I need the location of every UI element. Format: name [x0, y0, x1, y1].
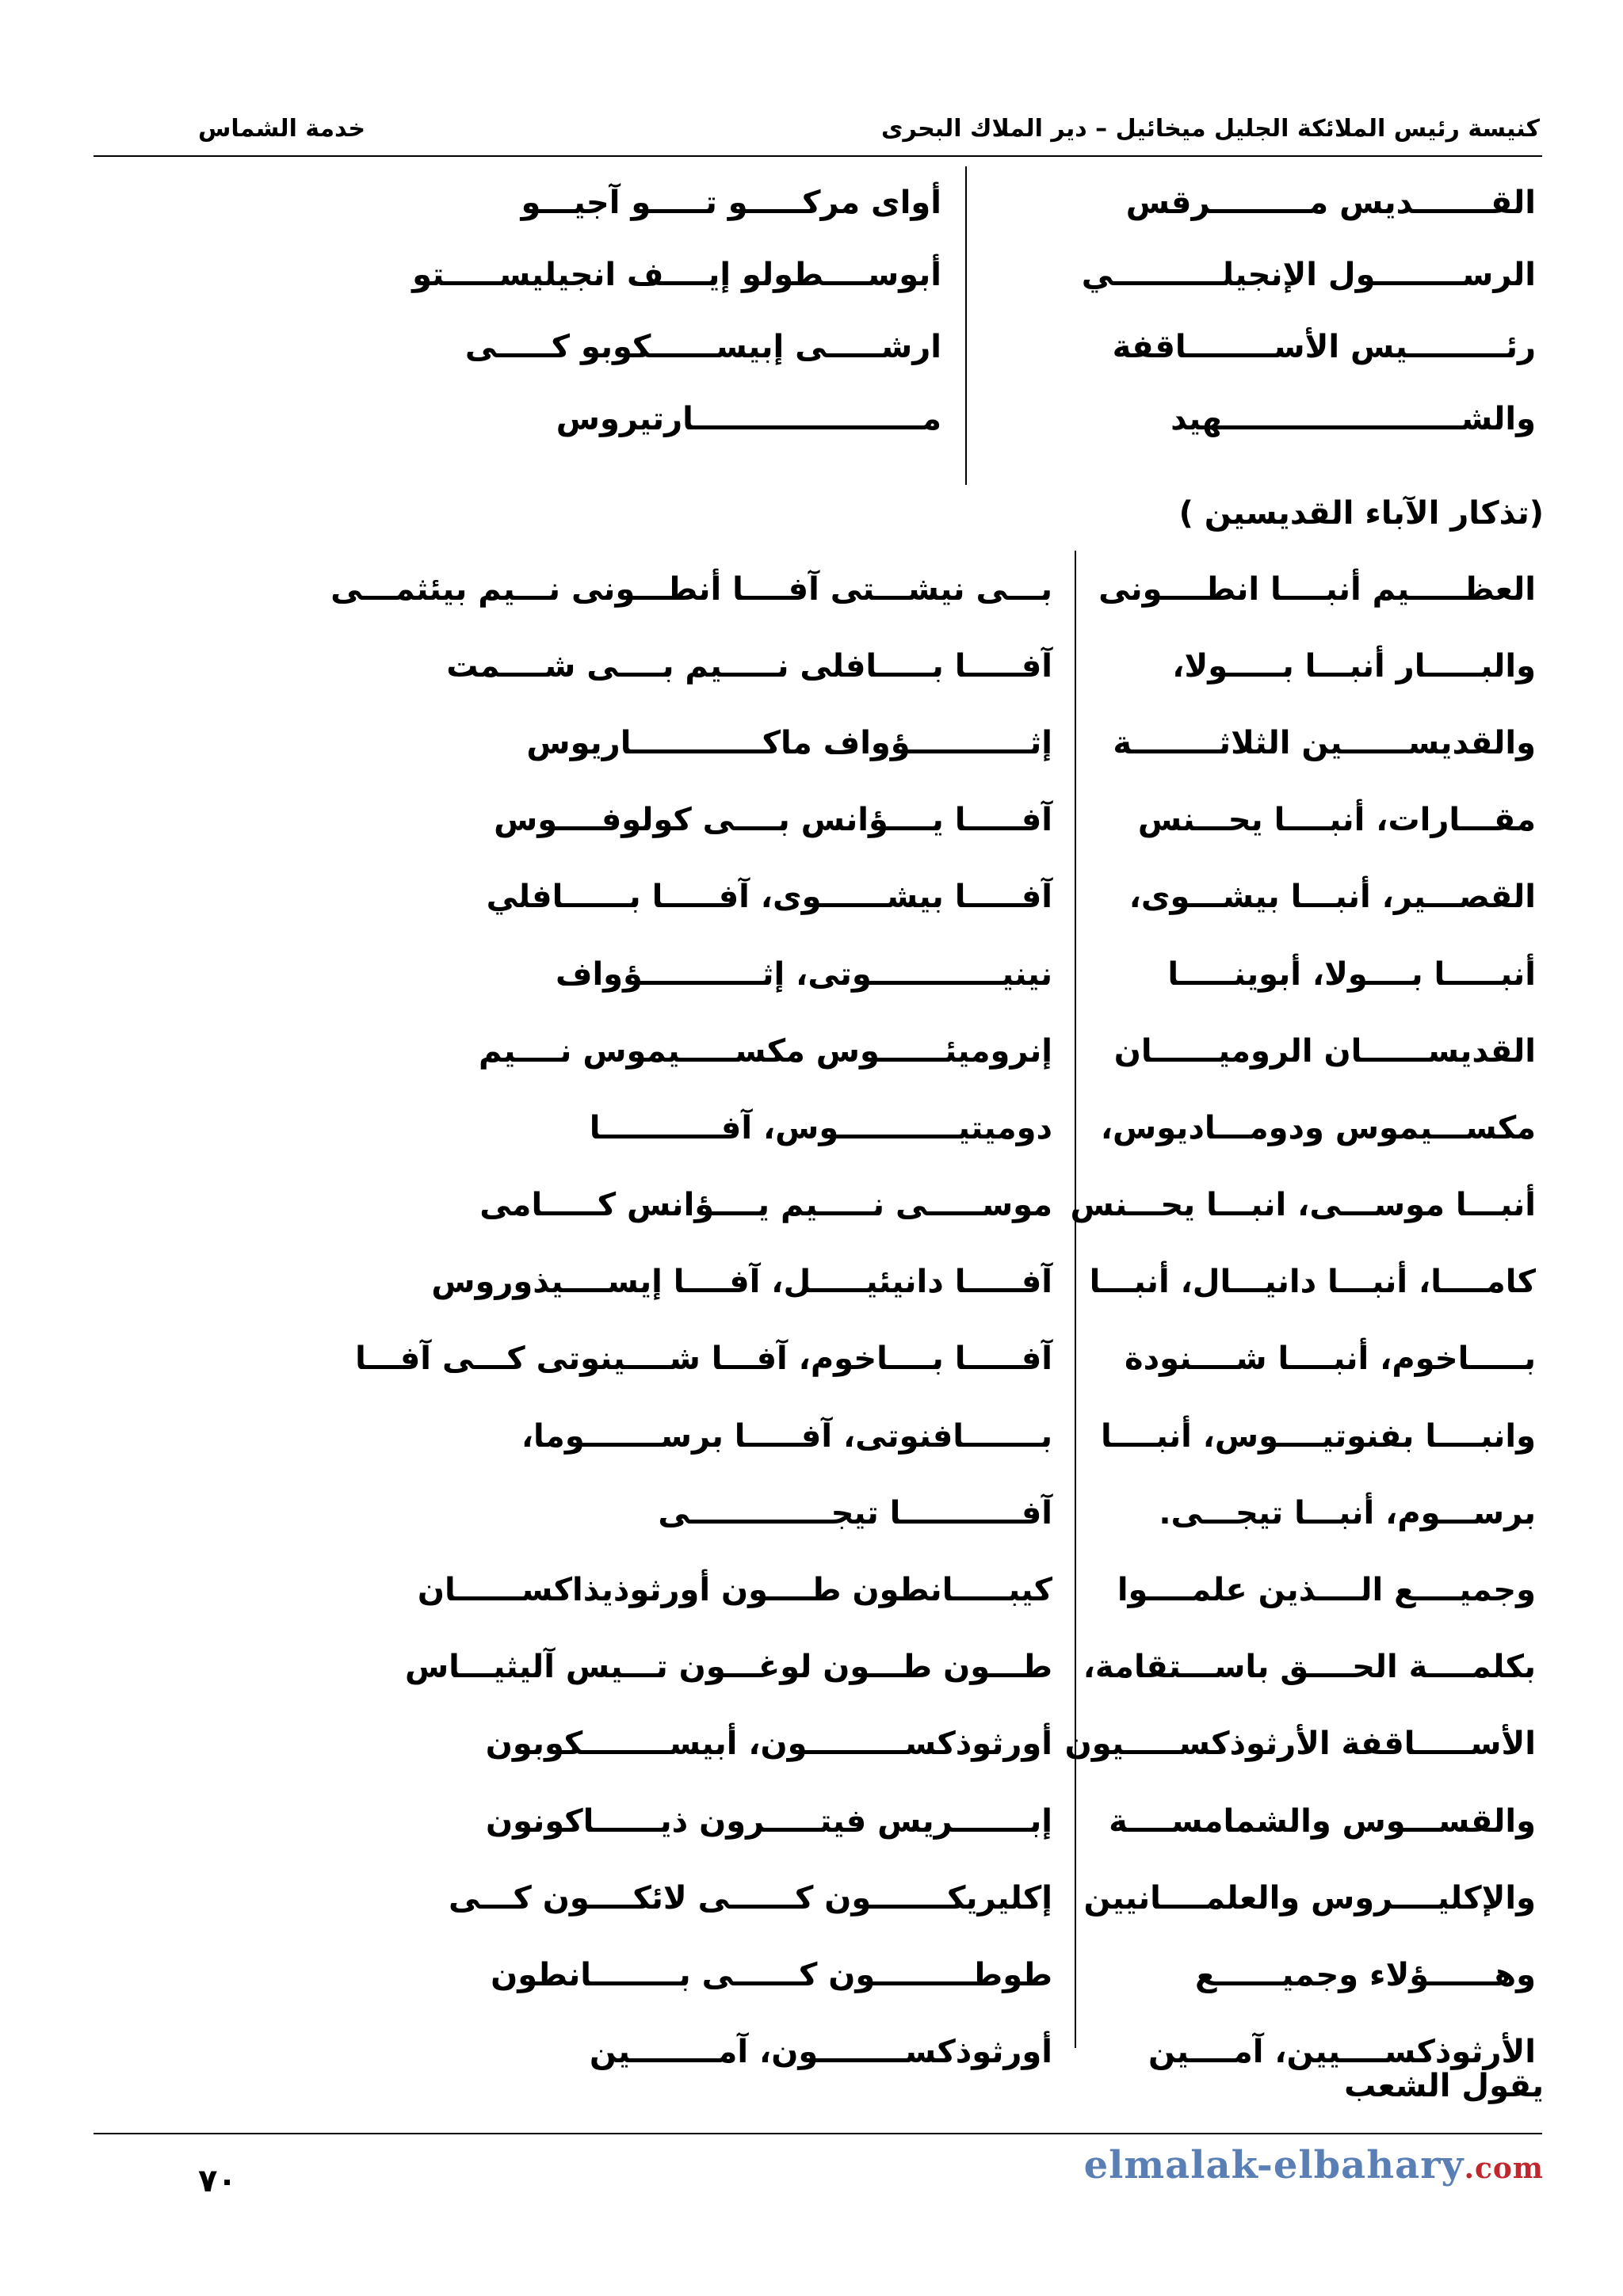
arabic-cell: القديســــــان الروميــــــان: [1113, 1032, 1536, 1070]
arabic-cell: برســـوم، أنبـــا تيجـــى.: [1159, 1494, 1536, 1531]
table-row: [330, 551, 1544, 627]
table-row: [380, 859, 1544, 936]
coptic-transliteration-cell: آفـــــا بــــاخوم، آفـــا شــــينوتى كـــى آفـــا: [355, 1341, 1052, 1378]
coptic-transliteration-cell: ارشـــــى إبيســــــكوبو كـــــى: [464, 328, 941, 365]
arabic-cell: الأرثوذكســــيين، آمــــين: [1148, 2034, 1536, 2071]
table-row: [380, 1089, 1544, 1166]
table1: [380, 166, 1544, 455]
coptic-transliteration-cell: آفـــــا يــــؤانس بــــى كولوفــــوس: [494, 802, 1052, 839]
coptic-transliteration-cell: آفـــــا بـــــافلى نـــــيم بــــى شــــمت: [446, 647, 1052, 685]
site-tld: .com: [1464, 2152, 1544, 2185]
arabic-cell: وهــــــؤلاء وجميــــــع: [1194, 1956, 1536, 1993]
table-row: [380, 383, 1544, 455]
table-row: [380, 1783, 1544, 1859]
arabic-cell: كامــــا، أنبـــا دانيـــال، أنبـــا: [1089, 1264, 1536, 1301]
table-row: [380, 936, 1544, 1013]
coptic-transliteration-cell: نينيــــــــــــوتى، إثـــــــــــؤواف: [556, 955, 1052, 993]
coptic-transliteration-cell: إبـــــــريس فيتـــــرون ذيــــــاكونون: [486, 1802, 1052, 1840]
arabic-cell: والشــــــــــــــــــــــهيد: [1170, 400, 1536, 437]
arabic-cell: وانبــــا بفنوتيــــوس، أنبــــا: [1101, 1417, 1536, 1455]
arabic-cell: أنبـــــا بــــولا، أبوينـــــا: [1167, 955, 1536, 993]
coptic-transliteration-cell: آفـــــا دانيئيـــــل، آفــــا إيســــيذوروس: [431, 1264, 1052, 1301]
section-title: (تذكار الآباء القديسين ): [1178, 495, 1544, 532]
arabic-cell: بـــــاخوم، أنبــــا شــــنودة: [1124, 1341, 1536, 1378]
coptic-transliteration-cell: إكليريكـــــــون كــــــى لائكــــون كـــى: [449, 1879, 1052, 1917]
arabic-cell: العظـــــيم أنبــــا انطــــونى: [1098, 570, 1536, 608]
table-row: [380, 1244, 1544, 1321]
coptic-transliteration-cell: موســـــى نـــــيم يــــؤانس كـــــامى: [479, 1187, 1052, 1224]
table-row: [380, 1859, 1544, 1936]
header-rule: [94, 155, 1542, 157]
site-logo: [1084, 2143, 1544, 2187]
people-says-heading: يقول الشعب: [1344, 2068, 1544, 2104]
table-row: [380, 1629, 1544, 1706]
coptic-transliteration-cell: آفـــــــــــا تيجـــــــــــــى: [658, 1494, 1052, 1531]
table-row: [380, 1013, 1544, 1089]
table-row: [380, 627, 1544, 704]
coptic-transliteration-cell: بـــــــافنوتى، آفـــــا برســـــــوما،: [521, 1417, 1052, 1455]
coptic-transliteration-cell: دوميتيـــــــــــوس، آفـــــــــــا: [589, 1109, 1052, 1146]
page-number: ٧٠: [198, 2163, 237, 2199]
arabic-cell: والإكليــــروس والعلمــــانيين: [1083, 1879, 1536, 1917]
arabic-cell: والقديســــــين الثلاثــــــــة: [1113, 724, 1536, 761]
coptic-transliteration-cell: أواى مركـــــو تـــــو آجيـــو: [521, 184, 941, 221]
coptic-transliteration-cell: أورثوذكســــــــون، آمــــــــين: [589, 2034, 1052, 2071]
table-row: [380, 311, 1544, 383]
table-row: [380, 1551, 1544, 1628]
header-service-title: خدمة الشماس: [198, 115, 366, 143]
site-name: elmalak-elbahary: [1083, 2143, 1465, 2187]
coptic-transliteration-cell: أورثوذكســـــــــون، أبيســــــــكوبون: [485, 1726, 1052, 1763]
coptic-transliteration-cell: مـــــــــــــــــــــارتيروس: [556, 400, 941, 437]
arabic-cell: رئـــــــــيس الأســــــــاقفة: [1112, 328, 1536, 365]
arabic-cell: والبـــــار أنبـــا بـــــولا،: [1172, 647, 1536, 685]
table-row: [380, 704, 1544, 781]
table-row: [355, 1321, 1544, 1398]
table-row: [380, 782, 1544, 859]
coptic-transliteration-cell: كيبـــــانطون طــــون أورثوذيذاكســــــان: [417, 1572, 1052, 1609]
arabic-cell: أنبـــا موســـى، انبـــا يحـــنس: [1070, 1187, 1536, 1224]
table-row: [380, 1167, 1544, 1244]
arabic-cell: وجميــــع الــــذين علمــــوا: [1117, 1572, 1536, 1609]
coptic-transliteration-cell: طوطـــــــــون كــــــى بــــــــانطون: [491, 1956, 1052, 1993]
arabic-cell: والقســـوس والشمامســــة: [1109, 1802, 1536, 1840]
arabic-cell: القـــــــديس مـــــــــرقس: [1125, 184, 1536, 221]
table-row: [380, 166, 1544, 238]
coptic-transliteration-cell: إنرومیئــــــوس مكســـــيموس نــــيم: [479, 1032, 1052, 1070]
table-row: [380, 1474, 1544, 1551]
arabic-cell: الرســــــــول الإنجيلــــــــــي: [1081, 256, 1536, 293]
table-row: [380, 1706, 1544, 1783]
table-row: [380, 238, 1544, 311]
table-row: [380, 1398, 1544, 1474]
coptic-transliteration-cell: بـــى نيشـــتى آفــــا أنطـــونى نـــيم بيئثمـــى: [330, 570, 1052, 608]
coptic-transliteration-cell: إثـــــــــــؤواف ماكــــــــــــاريوس: [526, 724, 1052, 761]
table-row: [380, 1936, 1544, 2013]
arabic-cell: مقـــارات، أنبــــا يحـــنس: [1137, 802, 1536, 839]
table2: [330, 551, 1544, 2091]
footer-rule: [94, 2133, 1542, 2134]
coptic-transliteration-cell: أبوســــطولو إيــــف انجيليســـــتو: [412, 256, 941, 293]
arabic-cell: الأســـــاقفة الأرثوذكســـــيون: [1064, 1726, 1536, 1763]
header-church-title: كنيسة رئيس الملائكة الجليل ميخائيل – دير الملاك البحرى: [880, 115, 1540, 143]
arabic-cell: مكســـيموس ودومـــاديوس،: [1100, 1109, 1536, 1146]
arabic-cell: بكلمــــة الحــــق باســـتقامة،: [1083, 1649, 1536, 1686]
arabic-cell: القصـــير، أنبـــا بيشـــوى،: [1128, 879, 1536, 916]
coptic-transliteration-cell: آفـــــا بيشــــــوى، آفـــــا بــــــافلي: [486, 879, 1052, 916]
coptic-transliteration-cell: طـــون طـــون لوغـــون تـــيس آليثيـــاس: [404, 1649, 1052, 1686]
